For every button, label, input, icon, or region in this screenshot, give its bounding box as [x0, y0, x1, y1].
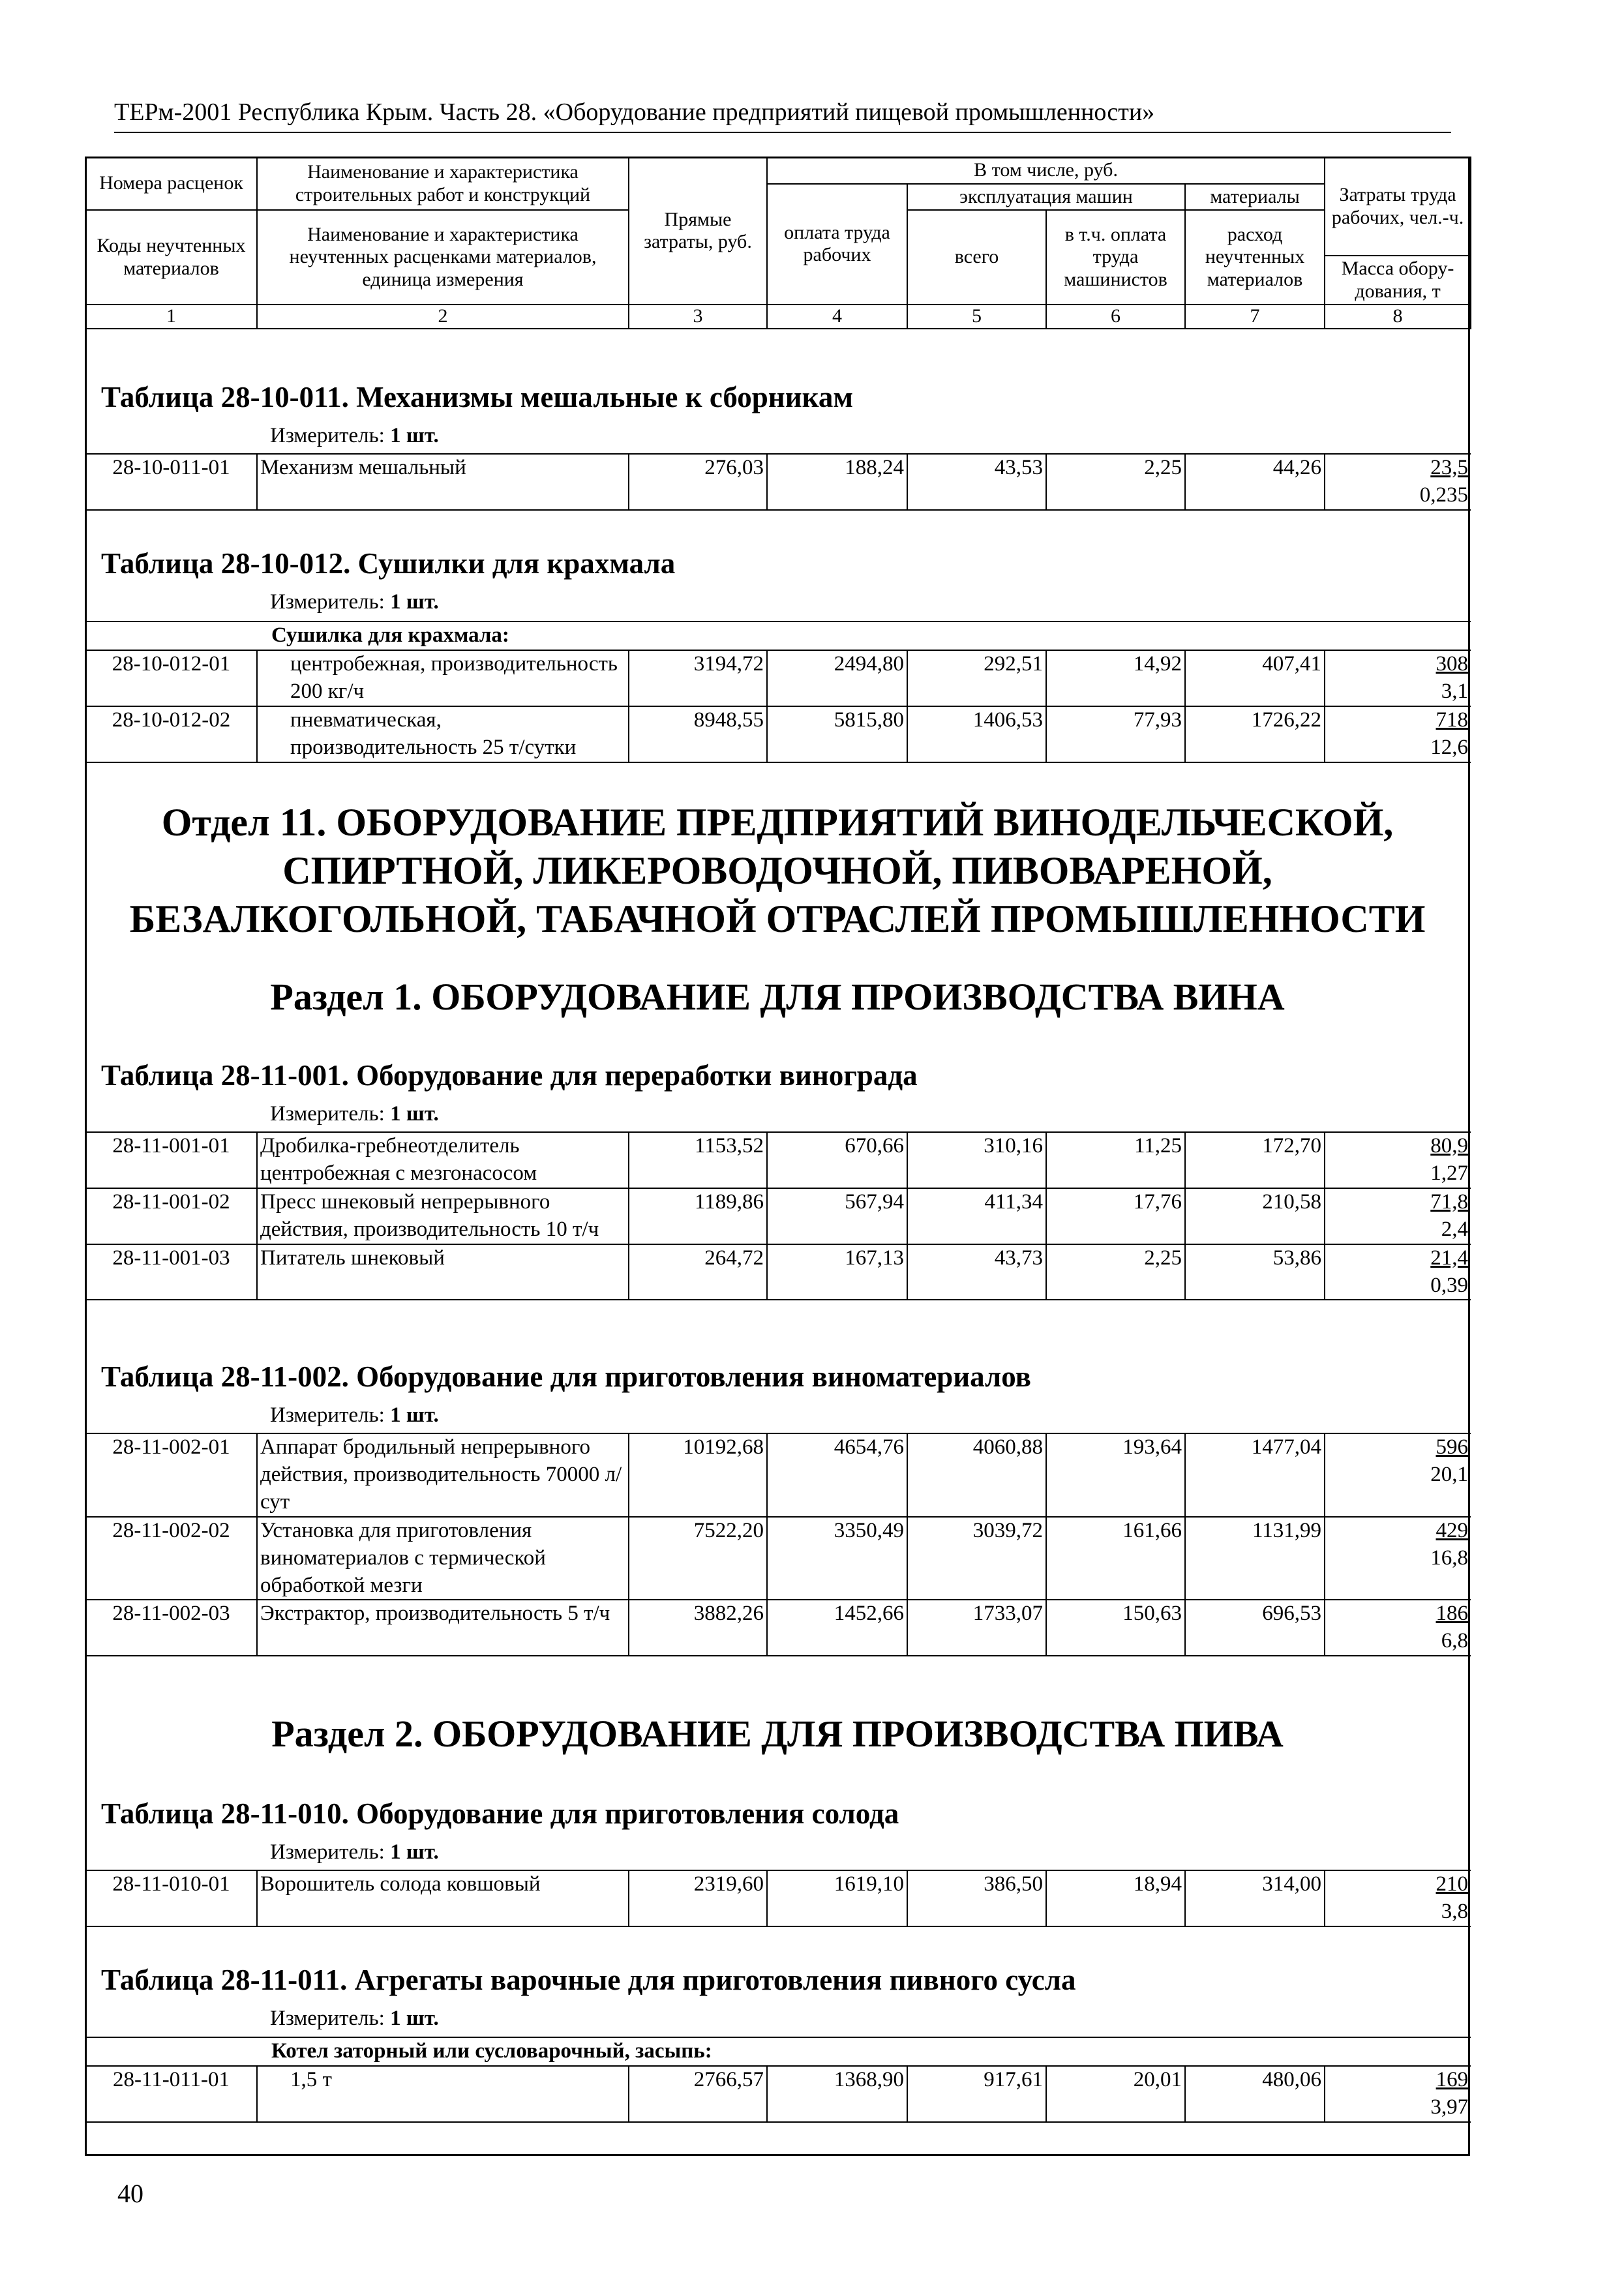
operators-pay: 18,94 — [1046, 1870, 1185, 1926]
header-machines-total: всего — [907, 210, 1046, 305]
machines-total: 917,61 — [907, 2066, 1046, 2122]
group-row — [85, 2037, 1471, 2066]
table-row — [85, 1188, 1471, 1244]
operators-pay: 20,01 — [1046, 2066, 1185, 2122]
header-machines: эксплуатация машин — [907, 184, 1185, 211]
measure-line: Измеритель: 1 шт. — [270, 1840, 439, 1864]
group-label: Котел заторный или сусловарочный, засыпь: — [85, 2037, 1471, 2066]
table-row — [85, 706, 1471, 762]
labor-pay: 4654,76 — [767, 1433, 907, 1517]
equipment-mass: 6,8 — [1441, 1629, 1468, 1653]
header-direct-costs: Прямые затраты, руб. — [629, 157, 767, 305]
materials-cost: 480,06 — [1185, 2066, 1325, 2122]
col-number: 1 — [85, 305, 257, 329]
rate-code: 28-11-010-01 — [85, 1870, 257, 1926]
direct-costs: 3882,26 — [629, 1600, 767, 1656]
rate-name: пневматическая, производительность 25 т/сутки — [257, 706, 629, 762]
equipment-mass: 0,39 — [1430, 1273, 1468, 1297]
materials-cost: 407,41 — [1185, 650, 1325, 706]
machines-total: 43,53 — [907, 454, 1046, 510]
measure-line: Измеритель: 1 шт. — [270, 1403, 439, 1427]
header-work-name: Наименование и характеристика строительных работ и конструкций — [257, 157, 629, 210]
rate-code: 28-10-012-01 — [85, 650, 257, 706]
labor-pay: 1452,66 — [767, 1600, 907, 1656]
measure-line: Измеритель: 1 шт. — [270, 590, 439, 614]
labor-mass-cell — [1325, 1188, 1471, 1244]
table-title: Таблица 28-10-012. Сушилки для крахмала — [101, 547, 676, 580]
materials-cost: 314,00 — [1185, 1870, 1325, 1926]
machines-total: 1406,53 — [907, 706, 1046, 762]
rate-code: 28-11-001-01 — [85, 1132, 257, 1188]
labor-mass-cell — [1325, 1517, 1471, 1600]
direct-costs: 1189,86 — [629, 1188, 767, 1244]
header-machines-operators: в т.ч. оплата труда машинистов — [1046, 210, 1185, 305]
rate-code: 28-11-002-02 — [85, 1517, 257, 1600]
equipment-mass: 3,8 — [1441, 1899, 1468, 1923]
rate-name: Механизм мешальный — [257, 454, 629, 510]
department-title: Отдел 11. ОБОРУДОВАНИЕ ПРЕДПРИЯТИЙ ВИНОДЕЛЬЧЕСКОЙ, СПИРТНОЙ, ЛИКЕРОВОДОЧНОЙ, ПИВОВАРЕНОЙ, БЕЗАЛКОГОЛЬНОЙ, ТАБАЧНОЙ ОТРАСЛЕЙ ПРОМЫШЛЕННОСТИ — [129, 801, 1426, 940]
page-header: ТЕРм-2001 Республика Крым. Часть 28. «Оборудование предприятий пищевой промышленности» — [114, 98, 1451, 133]
operators-pay: 193,64 — [1046, 1433, 1185, 1517]
header-codes: Коды неучтенных материалов — [85, 210, 257, 305]
operators-pay: 14,92 — [1046, 650, 1185, 706]
table-row — [85, 1433, 1471, 1517]
machines-total: 43,73 — [907, 1244, 1046, 1300]
equipment-mass: 3,97 — [1430, 2095, 1469, 2119]
labor-mass-cell — [1325, 1870, 1471, 1926]
labor-hours: 23,5 — [1430, 456, 1468, 479]
page-number: 40 — [117, 2179, 143, 2208]
col-number: 6 — [1046, 305, 1185, 329]
header-materials-unaccounted: расход неучтенных материалов — [1185, 210, 1325, 305]
table-title: Таблица 28-10-011. Механизмы мешальные к сборникам — [101, 381, 854, 413]
equipment-mass: 1,27 — [1430, 1161, 1468, 1185]
machines-total: 1733,07 — [907, 1600, 1046, 1656]
machines-total: 4060,88 — [907, 1433, 1046, 1517]
equipment-mass: 2,4 — [1441, 1217, 1468, 1241]
labor-pay: 670,66 — [767, 1132, 907, 1188]
labor-mass-cell — [1325, 2066, 1471, 2122]
labor-pay: 188,24 — [767, 454, 907, 510]
measure-line: Измеритель: 1 шт. — [270, 424, 439, 447]
labor-mass-cell — [1325, 454, 1471, 510]
machines-total: 386,50 — [907, 1870, 1046, 1926]
rate-code: 28-10-012-02 — [85, 706, 257, 762]
table-row — [85, 1132, 1471, 1188]
col-number: 4 — [767, 305, 907, 329]
rates-table — [85, 621, 1471, 763]
labor-hours: 169 — [1436, 2067, 1469, 2091]
labor-hours: 308 — [1436, 651, 1469, 676]
labor-hours: 21,4 — [1430, 1246, 1468, 1270]
labor-pay: 1619,10 — [767, 1870, 907, 1926]
rate-name: Дробилка-гребнеотделитель центробежная с мезгонасосом — [257, 1132, 629, 1188]
rate-name: центробежная, производительность 200 кг/ч — [257, 650, 629, 706]
col-number: 2 — [257, 305, 629, 329]
table-row — [85, 1870, 1471, 1926]
table-title: Таблица 28-11-011. Агрегаты варочные для приготовления пивного сусла — [101, 1964, 1076, 1996]
materials-cost: 210,58 — [1185, 1188, 1325, 1244]
rates-table — [85, 1433, 1471, 1656]
header-rate-numbers: Номера расценок — [85, 157, 257, 210]
header-materials: материалы — [1185, 184, 1325, 211]
labor-mass-cell — [1325, 1244, 1471, 1300]
rate-code: 28-11-001-03 — [85, 1244, 257, 1300]
operators-pay: 11,25 — [1046, 1132, 1185, 1188]
operators-pay: 150,63 — [1046, 1600, 1185, 1656]
operators-pay: 2,25 — [1046, 1244, 1185, 1300]
rate-code: 28-11-001-02 — [85, 1188, 257, 1244]
rates-table — [85, 453, 1471, 511]
part-title: Раздел 1. ОБОРУДОВАНИЕ ДЛЯ ПРОИЗВОДСТВА ВИНА — [270, 976, 1285, 1018]
materials-cost: 172,70 — [1185, 1132, 1325, 1188]
direct-costs: 264,72 — [629, 1244, 767, 1300]
rate-name: Пресс шнековый непрерывного действия, производительность 10 т/ч — [257, 1188, 629, 1244]
table-row — [85, 454, 1471, 510]
labor-mass-cell — [1325, 650, 1471, 706]
labor-hours: 186 — [1436, 1602, 1468, 1626]
direct-costs: 10192,68 — [629, 1433, 767, 1517]
machines-total: 411,34 — [907, 1188, 1046, 1244]
rate-code: 28-11-002-01 — [85, 1433, 257, 1517]
rate-name: Ворошитель солода ковшовый — [257, 1870, 629, 1926]
labor-mass-cell — [1325, 1433, 1471, 1517]
materials-cost: 44,26 — [1185, 454, 1325, 510]
col-number: 7 — [1185, 305, 1325, 329]
rate-name: 1,5 т — [257, 2066, 629, 2122]
rate-name: Установка для приготовления виноматериалов с термической обработкой мезги — [257, 1517, 629, 1600]
labor-mass-cell — [1325, 1132, 1471, 1188]
materials-cost: 1726,22 — [1185, 706, 1325, 762]
direct-costs: 7522,20 — [629, 1517, 767, 1600]
header-labor-cost: Затраты труда рабочих, чел.-ч. — [1325, 157, 1471, 256]
labor-hours: 718 — [1436, 708, 1469, 732]
labor-pay: 567,94 — [767, 1188, 907, 1244]
direct-costs: 2319,60 — [629, 1870, 767, 1926]
equipment-mass: 0,235 — [1419, 483, 1468, 507]
table-title: Таблица 28-11-010. Оборудование для приготовления солода — [101, 1797, 899, 1830]
equipment-mass: 20,1 — [1430, 1462, 1468, 1486]
materials-cost: 53,86 — [1185, 1244, 1325, 1300]
labor-hours: 80,9 — [1430, 1134, 1468, 1158]
rate-name: Аппарат бродильный непрерывного действия, производительность 70000 л/сут — [257, 1433, 629, 1517]
labor-pay: 3350,49 — [767, 1517, 907, 1600]
column-header-table — [85, 157, 1471, 329]
rate-code: 28-11-011-01 — [85, 2066, 257, 2122]
group-row — [85, 621, 1471, 650]
labor-pay: 2494,80 — [767, 650, 907, 706]
materials-cost: 696,53 — [1185, 1600, 1325, 1656]
table-row — [85, 2066, 1471, 2122]
labor-hours: 210 — [1436, 1872, 1468, 1896]
rate-code: 28-10-011-01 — [85, 454, 257, 510]
table-row — [85, 650, 1471, 706]
table-title: Таблица 28-11-001. Оборудование для переработки винограда — [101, 1059, 918, 1092]
rate-name: Питатель шнековый — [257, 1244, 629, 1300]
group-label: Сушилка для крахмала: — [85, 621, 1471, 650]
direct-costs: 276,03 — [629, 454, 767, 510]
operators-pay: 2,25 — [1046, 454, 1185, 510]
equipment-mass: 16,8 — [1430, 1546, 1468, 1570]
machines-total: 3039,72 — [907, 1517, 1046, 1600]
direct-costs: 2766,57 — [629, 2066, 767, 2122]
materials-cost: 1131,99 — [1185, 1517, 1325, 1600]
labor-hours: 429 — [1436, 1518, 1468, 1542]
labor-mass-cell — [1325, 706, 1471, 762]
labor-pay: 1368,90 — [767, 2066, 907, 2122]
labor-mass-cell — [1325, 1600, 1471, 1656]
equipment-mass: 3,1 — [1441, 679, 1469, 703]
header-equipment-mass: Масса обору-дования, т — [1325, 256, 1471, 305]
rates-table — [85, 2037, 1471, 2123]
operators-pay: 17,76 — [1046, 1188, 1185, 1244]
equipment-mass: 12,6 — [1430, 735, 1469, 759]
labor-hours: 596 — [1436, 1435, 1468, 1459]
rate-code: 28-11-002-03 — [85, 1600, 257, 1656]
header-unaccounted-name: Наименование и характеристика неучтенных расценками материалов, единица измерения — [257, 210, 629, 305]
labor-pay: 167,13 — [767, 1244, 907, 1300]
col-number: 8 — [1325, 305, 1471, 329]
table-row — [85, 1244, 1471, 1300]
table-row — [85, 1517, 1471, 1600]
header-labor-pay: оплата труда рабочих — [767, 184, 907, 305]
operators-pay: 161,66 — [1046, 1517, 1185, 1600]
table-row — [85, 1600, 1471, 1656]
rates-table — [85, 1870, 1471, 1927]
machines-total: 310,16 — [907, 1132, 1046, 1188]
rate-name: Экстрактор, производительность 5 т/ч — [257, 1600, 629, 1656]
labor-pay: 5815,80 — [767, 706, 907, 762]
part-title: Раздел 2. ОБОРУДОВАНИЕ ДЛЯ ПРОИЗВОДСТВА ПИВА — [271, 1713, 1284, 1755]
header-in-total: В том числе, руб. — [767, 157, 1325, 184]
col-number: 3 — [629, 305, 767, 329]
labor-hours: 71,8 — [1430, 1189, 1468, 1214]
machines-total: 292,51 — [907, 650, 1046, 706]
operators-pay: 77,93 — [1046, 706, 1185, 762]
materials-cost: 1477,04 — [1185, 1433, 1325, 1517]
direct-costs: 3194,72 — [629, 650, 767, 706]
direct-costs: 8948,55 — [629, 706, 767, 762]
table-title: Таблица 28-11-002. Оборудование для приготовления виноматериалов — [101, 1360, 1031, 1393]
col-number: 5 — [907, 305, 1046, 329]
measure-line: Измеритель: 1 шт. — [270, 1102, 439, 1126]
measure-line: Измеритель: 1 шт. — [270, 2007, 439, 2030]
direct-costs: 1153,52 — [629, 1132, 767, 1188]
rates-table — [85, 1131, 1471, 1300]
